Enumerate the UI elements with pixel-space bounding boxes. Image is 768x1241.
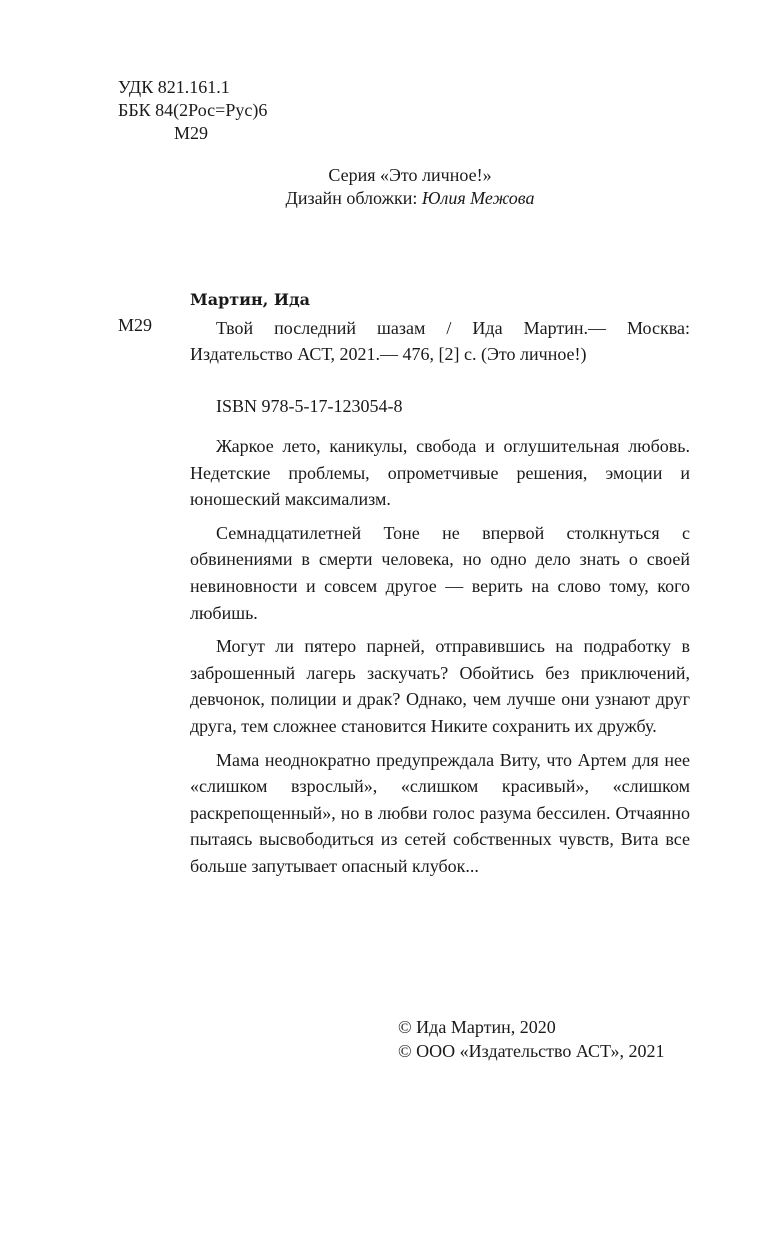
- annotation-paragraph: Мама неоднократно предупреждала Виту, что Артем для нее «слишком взрослый», «слишком красивый», «слишком раскрепощенный», но в любви голос разума бессилен. Отчаянно пытаясь высвободиться из сетей собственных чувств, Вита все больше запутывает опасный клубок...: [190, 749, 690, 876]
- annotation: [190, 433, 690, 887]
- bbk-code: ББК 84(2Рос=Рус)6: [118, 100, 268, 120]
- series-info: [190, 164, 630, 210]
- classification-codes: [118, 76, 267, 145]
- designer-name: Юлия Межова: [421, 188, 535, 208]
- copyright-author: © Ида Мартин, 2020: [398, 1017, 556, 1037]
- copyright-publisher: © ООО «Издательство АСТ», 2021: [398, 1041, 665, 1061]
- annotation-paragraph: Семнадцатилетней Тоне не впервой столкнуться с обвинениями в смерти человека, но одно дело знать о своей невиновности и совсем другое — верить на слово тому, кого любишь.: [190, 522, 690, 623]
- isbn: ISBN 978-5-17-123054-8: [216, 396, 403, 416]
- design-label: Дизайн обложки:: [285, 188, 418, 208]
- author-mark: М29: [174, 123, 209, 143]
- bibliographic-description: Твой последний шазам / Ида Мартин.— Москва: Издательство АСТ, 2021.— 476, [2] с. (Это личное!): [190, 318, 690, 364]
- annotation-paragraph: Жаркое лето, каникулы, свобода и оглушительная любовь. Недетские проблемы, опрометчивые решения, эмоции и юношеский максимализм.: [190, 436, 690, 510]
- entry-mark: М29: [118, 315, 153, 335]
- copyright: [398, 1015, 665, 1063]
- series-label: Серия «Это личное!»: [328, 165, 492, 185]
- annotation-paragraph: Могут ли пятеро парней, отправившись на подработку в заброшенный лагерь заскучать? Обойтись без приключений, девчонок, полиции и драк? Однако, чем лучше они узнают друг друга, тем сложнее становится Никите сохранить их дружбу.: [190, 636, 690, 736]
- cover-design: [190, 187, 630, 210]
- udk-code: УДК 821.161.1: [118, 77, 230, 97]
- entry-author: Мартин, Ида: [190, 290, 311, 309]
